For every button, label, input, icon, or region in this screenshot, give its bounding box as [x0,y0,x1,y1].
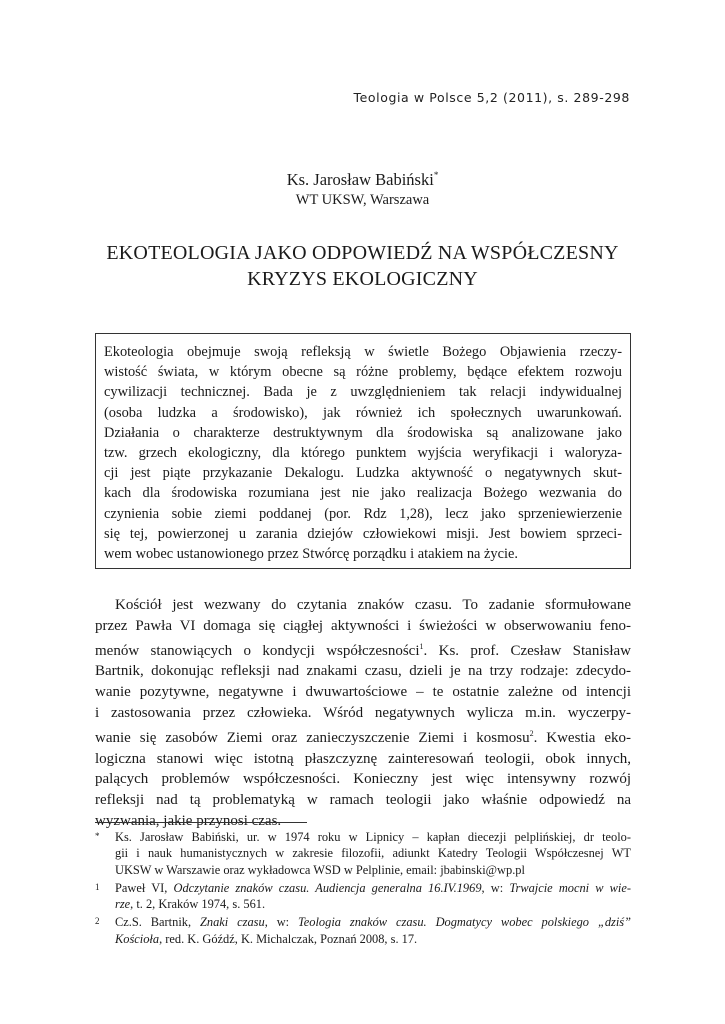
footnote-title: Znaki czasu [199,915,265,930]
footnote-ref-1[interactable]: 1 [419,641,424,651]
body-text: . Kwestia eko- [533,729,631,746]
abstract-line: tzw. grzech ekologiczny, dla którego punktem wyjścia weryfikacji i waloryza- [104,445,622,462]
body-line: palących problemów współczesności. Konieczny jest więc intensywny rozwój [95,771,631,788]
abstract-line: wem wobec ustanowionego przez Stwórcę porządku i atakiem na życie. [104,546,518,563]
journal-citation: Teologia w Polsce 5,2 (2011), s. 289-298 [353,90,630,105]
footnote-line: UKSW w Warszawie oraz wykładowca WSD w Pelplinie, email: jbabinski@wp.pl [115,862,525,877]
footnote-title: Trwajcie mocni w wie- [509,880,632,895]
body-line: wyzwania, jakie przynosi czas. [95,812,282,829]
footnote-text: Paweł VI, [115,880,174,895]
footnote-title: Teologia znaków czasu. Dogmatycy wobec polskiego „dziś” [298,915,632,930]
footnote-line [115,896,631,912]
footnote-mark: 2 [95,916,100,927]
body-line: refleksji nad tą problematyką w ramach teologii jako właśnie odpowiedź na [95,792,631,809]
body-line [95,637,631,662]
footnote-divider [95,822,307,823]
body-paragraph [95,595,631,832]
author-affiliation: WT UKSW, Warszawa [295,192,430,208]
body-line: logiczna stanowi więc istotną płaszczyznę zainteresowań teologii, obok innych, [95,750,631,767]
article-title [80,240,645,292]
footnote-title: rze [115,897,131,912]
footnote-title: Odczytanie znaków czasu. Audiencja generalna 16.IV.1969 [173,880,482,895]
abstract-line: się tej, powierzonej u zarania dziejów człowiekowi misji. Jest bowiem sprzeci- [104,525,622,542]
body-line: przez Pawła VI domaga się ciągłej aktywności i świeżości w obserwowaniu feno- [95,617,631,634]
footnote-author [95,829,631,878]
body-line: Kościół jest wezwany do czytania znaków czasu. To zadanie sformułowane [115,597,631,613]
footnote-2 [95,914,631,947]
footnote-line [115,880,631,896]
footnote-line [115,914,631,930]
footnote-line: gii i nauk humanistycznych w zakresie filozofii, adiunkt Katedry Teologii Współczesnej WT [115,846,631,861]
body-text: menów stanowiących o kondycji współczesności [95,642,420,659]
footnote-ref-2[interactable]: 2 [529,728,534,738]
footnote-line [115,931,631,947]
abstract-line: Ekoteologia obejmuje swoją refleksją w świetle Bożego Objawienia rzeczy- [104,344,622,360]
footnote-mark: * [95,831,100,841]
footnote-title: Kościoła [115,931,160,946]
body-line: Bartnik, dokonując refleksji nad znakami czasu, dzieli je na trzy rodzaje: zdecydo- [95,663,631,680]
footnote-mark: 1 [95,881,100,892]
author-footnote-mark[interactable]: * [433,170,439,180]
footnote-text: Cz.S. Bartnik, [115,915,200,930]
footnote-text: , w: [264,915,299,930]
footnote-text: , t. 2, Kraków 1974, s. 561. [130,897,266,912]
abstract-line: kach dla środowiska rozumiana jest nie jako realizacja Bożego wezwania do [104,485,622,502]
body-line: i zastosowania przez człowieka. Wśród negatywnych wylicza m.in. wyczerpy- [95,704,631,721]
footnote-line: Ks. Jarosław Babiński, ur. w 1974 roku w Lipnicy – kapłan diecezji pelplińskiej, dr teolo- [115,830,631,844]
footnote-text: , w: [481,880,510,895]
title-line-2: KRYZYS EKOLOGICZNY [247,268,478,290]
footnotes [95,829,631,949]
body-text: . Ks. prof. Czesław Stanisław [423,642,631,659]
footnote-text: , red. K. Góźdź, K. Michalczak, Poznań 2008, s. 17. [159,931,418,946]
abstract-line: Działania o charakterze destruktywnym dla środowiska są analizowane jako [104,424,622,441]
footnote-1 [95,880,631,913]
abstract-line: cji jest piąte przykazanie Dekalogu. Ludzka aktywność o negatywnych skut- [104,465,622,482]
abstract-line: czynienia sobie ziemi poddanej (por. Rdz 1,28), lecz jako sprzeniewierzenie [104,505,622,522]
abstract-line: (osoba ludzka a środowisko), jak również ich społecznych uwarunkowań. [104,404,622,421]
author-name [0,170,725,190]
body-line [95,724,631,749]
body-text: wanie się zasobów Ziemi oraz zanieczyszczenie Ziemi i kosmosu [95,729,530,746]
abstract-line: cywilizacji technicznej. Bada je z uwzględnieniem tak relacji indywidualnej [104,384,622,401]
body-line: wanie pozytywne, negatywne i dwuwartościowe – te ostatnie zależne od intencji [95,684,631,701]
abstract-box [95,333,631,569]
abstract-line: wistość świata, w którym obecne są różne problemy, będące efektem rozwoju [104,364,622,381]
author-name-text: Ks. Jarosław Babiński [286,170,434,189]
title-line-1: EKOTEOLOGIA JAKO ODPOWIEDŹ NA WSPÓŁCZESNY [106,242,619,264]
